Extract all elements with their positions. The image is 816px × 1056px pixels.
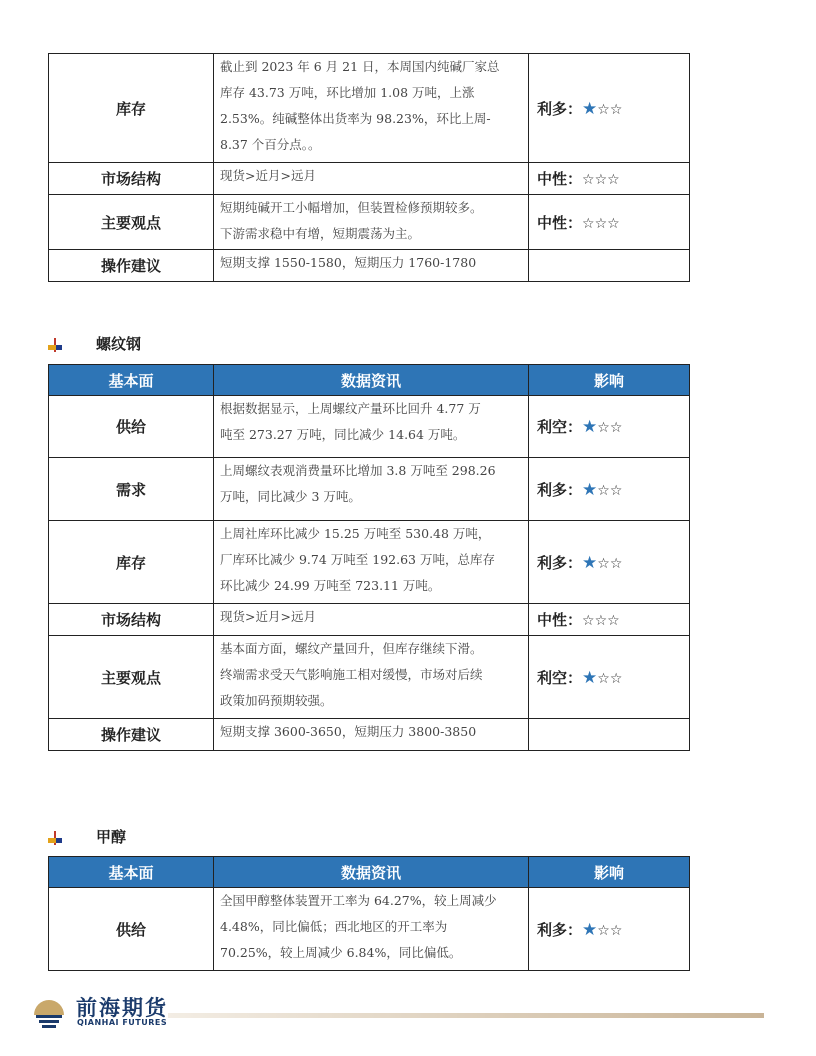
data-line: 短期纯碱开工小幅增加，但装置检修预期较多。 xyxy=(220,200,483,215)
rating-stars xyxy=(582,100,622,118)
row-key: 库存 xyxy=(49,521,214,604)
impact-label: 中性： xyxy=(537,611,583,629)
data-line: 4.48%，同比偏低；西北地区的开工率为 xyxy=(220,919,448,934)
logo-chinese-text: 前海期货 xyxy=(76,995,168,1020)
methanol-table xyxy=(48,856,690,971)
row-impact xyxy=(529,636,690,719)
row-key: 供给 xyxy=(49,888,214,971)
header-data-info: 数据资讯 xyxy=(214,365,529,396)
row-key: 操作建议 xyxy=(49,719,214,751)
star-empty-icon: ☆ xyxy=(609,555,623,572)
star-empty-icon: ☆ xyxy=(597,420,610,436)
data-line: 现货>近月>远月 xyxy=(220,609,316,624)
rating-stars xyxy=(582,214,620,232)
star-filled-icon: ★ xyxy=(582,667,598,688)
row-data-info xyxy=(214,604,529,636)
star-filled-icon: ★ xyxy=(582,919,598,940)
table-row xyxy=(49,719,690,751)
table-row xyxy=(49,888,690,971)
bullet-icon xyxy=(48,338,62,352)
data-line: 全国甲醇整体装置开工率为 64.27%，较上周减少 xyxy=(220,893,497,908)
table-row xyxy=(49,521,690,604)
impact-label: 中性： xyxy=(537,170,583,188)
logo-english-text: QIANHAI FUTURES xyxy=(77,1018,168,1027)
row-data-info xyxy=(214,458,529,521)
row-key: 市场结构 xyxy=(49,604,214,636)
data-line: 上周螺纹表观消费量环比增加 3.8 万吨至 298.26 xyxy=(220,463,496,478)
data-line: 万吨，同比减少 3 万吨。 xyxy=(220,489,361,504)
header-impact: 影响 xyxy=(529,857,690,888)
header-impact: 影响 xyxy=(529,365,690,396)
star-empty-icon: ☆ xyxy=(597,555,610,572)
star-empty-icon: ☆ xyxy=(609,101,623,118)
row-impact xyxy=(529,396,690,458)
star-empty-icon: ☆ xyxy=(607,613,620,629)
footer-divider xyxy=(168,1013,764,1018)
star-empty-icon: ☆ xyxy=(597,922,610,939)
row-key: 需求 xyxy=(49,458,214,521)
data-line: 下游需求稳中有增，短期震荡为主。 xyxy=(220,226,421,241)
data-line: 短期支撑 1550-1580，短期压力 1760-1780 xyxy=(220,255,477,270)
row-data-info xyxy=(214,888,529,971)
row-data-info xyxy=(214,163,529,195)
rating-stars xyxy=(582,921,622,939)
impact-label: 利多： xyxy=(537,553,583,572)
star-empty-icon: ☆ xyxy=(594,613,608,629)
data-line: 政策加码预期较强。 xyxy=(220,693,333,708)
table-row xyxy=(49,195,690,250)
star-empty-icon: ☆ xyxy=(609,670,623,687)
table-row xyxy=(49,54,690,163)
star-empty-icon: ☆ xyxy=(607,215,620,232)
data-line: 现货>近月>远月 xyxy=(220,168,316,183)
impact-label: 中性： xyxy=(537,213,583,232)
row-impact xyxy=(529,521,690,604)
impact-label: 利空： xyxy=(537,668,583,687)
footer xyxy=(30,990,770,1034)
row-key: 供给 xyxy=(49,396,214,458)
data-line: 吨至 273.27 万吨，同比减少 14.64 万吨。 xyxy=(220,427,466,442)
row-data-info xyxy=(214,719,529,751)
row-impact xyxy=(529,888,690,971)
row-impact xyxy=(529,195,690,250)
impact-label: 利多： xyxy=(537,480,583,499)
row-impact xyxy=(529,604,690,636)
section-title-rebar xyxy=(48,333,141,354)
star-filled-icon: ★ xyxy=(582,98,598,119)
impact-label: 利空： xyxy=(537,418,583,436)
section-title-methanol xyxy=(48,826,126,847)
row-data-info xyxy=(214,250,529,282)
star-empty-icon: ☆ xyxy=(597,101,610,118)
soda-ash-table-body xyxy=(49,54,690,282)
row-impact xyxy=(529,458,690,521)
star-empty-icon: ☆ xyxy=(582,172,595,188)
data-line: 8.37 个百分点。。 xyxy=(220,137,321,152)
star-empty-icon: ☆ xyxy=(582,215,595,232)
rating-stars xyxy=(582,554,622,572)
data-line: 上周社库环比减少 15.25 万吨至 530.48 万吨， xyxy=(220,526,491,541)
header-fundamentals: 基本面 xyxy=(49,857,214,888)
table-row xyxy=(49,396,690,458)
row-key: 主要观点 xyxy=(49,636,214,719)
rebar-table-body xyxy=(49,396,690,751)
star-empty-icon: ☆ xyxy=(607,172,620,188)
star-empty-icon: ☆ xyxy=(609,922,623,939)
table-row xyxy=(49,458,690,521)
row-impact xyxy=(529,719,690,751)
row-data-info xyxy=(214,195,529,250)
data-line: 终端需求受天气影响施工相对缓慢，市场对后续 xyxy=(220,667,483,682)
impact-label: 利多： xyxy=(537,99,583,118)
star-filled-icon: ★ xyxy=(582,479,598,500)
star-empty-icon: ☆ xyxy=(594,172,608,188)
header-fundamentals: 基本面 xyxy=(49,365,214,396)
rating-stars xyxy=(582,170,620,188)
star-empty-icon: ☆ xyxy=(582,613,595,629)
row-impact xyxy=(529,54,690,163)
table-row xyxy=(49,250,690,282)
star-filled-icon: ★ xyxy=(582,417,598,437)
row-key: 库存 xyxy=(49,54,214,163)
data-line: 根据数据显示，上周螺纹产量环比回升 4.77 万 xyxy=(220,401,481,416)
rating-stars xyxy=(582,418,622,436)
star-empty-icon: ☆ xyxy=(597,670,610,687)
table-row xyxy=(49,636,690,719)
soda-ash-table xyxy=(48,53,690,282)
section-title-text: 螺纹钢 xyxy=(96,335,142,353)
data-line: 短期支撑 3600-3650，短期压力 3800-3850 xyxy=(220,724,477,739)
row-key: 操作建议 xyxy=(49,250,214,282)
row-data-info xyxy=(214,636,529,719)
header-data-info: 数据资讯 xyxy=(214,857,529,888)
methanol-table-body xyxy=(49,888,690,971)
data-line: 截止到 2023 年 6 月 21 日，本周国内纯碱厂家总 xyxy=(220,59,500,74)
table-row xyxy=(49,163,690,195)
rating-stars xyxy=(582,481,622,499)
data-line: 70.25%，较上周减少 6.84%，同比偏低。 xyxy=(220,945,462,960)
star-empty-icon: ☆ xyxy=(597,482,610,499)
qianhai-logo-icon xyxy=(30,993,68,1031)
row-data-info xyxy=(214,54,529,163)
data-line: 库存 43.73 万吨，环比增加 1.08 万吨，上涨 xyxy=(220,85,475,100)
row-data-info xyxy=(214,521,529,604)
rating-stars xyxy=(582,669,622,687)
data-line: 厂库环比减少 9.74 万吨至 192.63 万吨，总库存 xyxy=(220,552,495,567)
table-row xyxy=(49,604,690,636)
rebar-table xyxy=(48,364,690,751)
star-empty-icon: ☆ xyxy=(594,215,608,232)
row-impact xyxy=(529,163,690,195)
star-filled-icon: ★ xyxy=(582,552,598,573)
data-line: 基本面方面，螺纹产量回升，但库存继续下滑。 xyxy=(220,641,483,656)
row-key: 主要观点 xyxy=(49,195,214,250)
data-line: 2.53%。纯碱整体出货率为 98.23%，环比上周- xyxy=(220,111,491,126)
section-title-text: 甲醇 xyxy=(96,828,127,846)
row-data-info xyxy=(214,396,529,458)
row-impact xyxy=(529,250,690,282)
data-line: 环比减少 24.99 万吨至 723.11 万吨。 xyxy=(220,578,441,593)
bullet-icon xyxy=(48,831,62,845)
rating-stars xyxy=(582,611,620,629)
impact-label: 利多： xyxy=(537,920,583,939)
row-key: 市场结构 xyxy=(49,163,214,195)
star-empty-icon: ☆ xyxy=(609,420,623,436)
star-empty-icon: ☆ xyxy=(609,482,623,499)
